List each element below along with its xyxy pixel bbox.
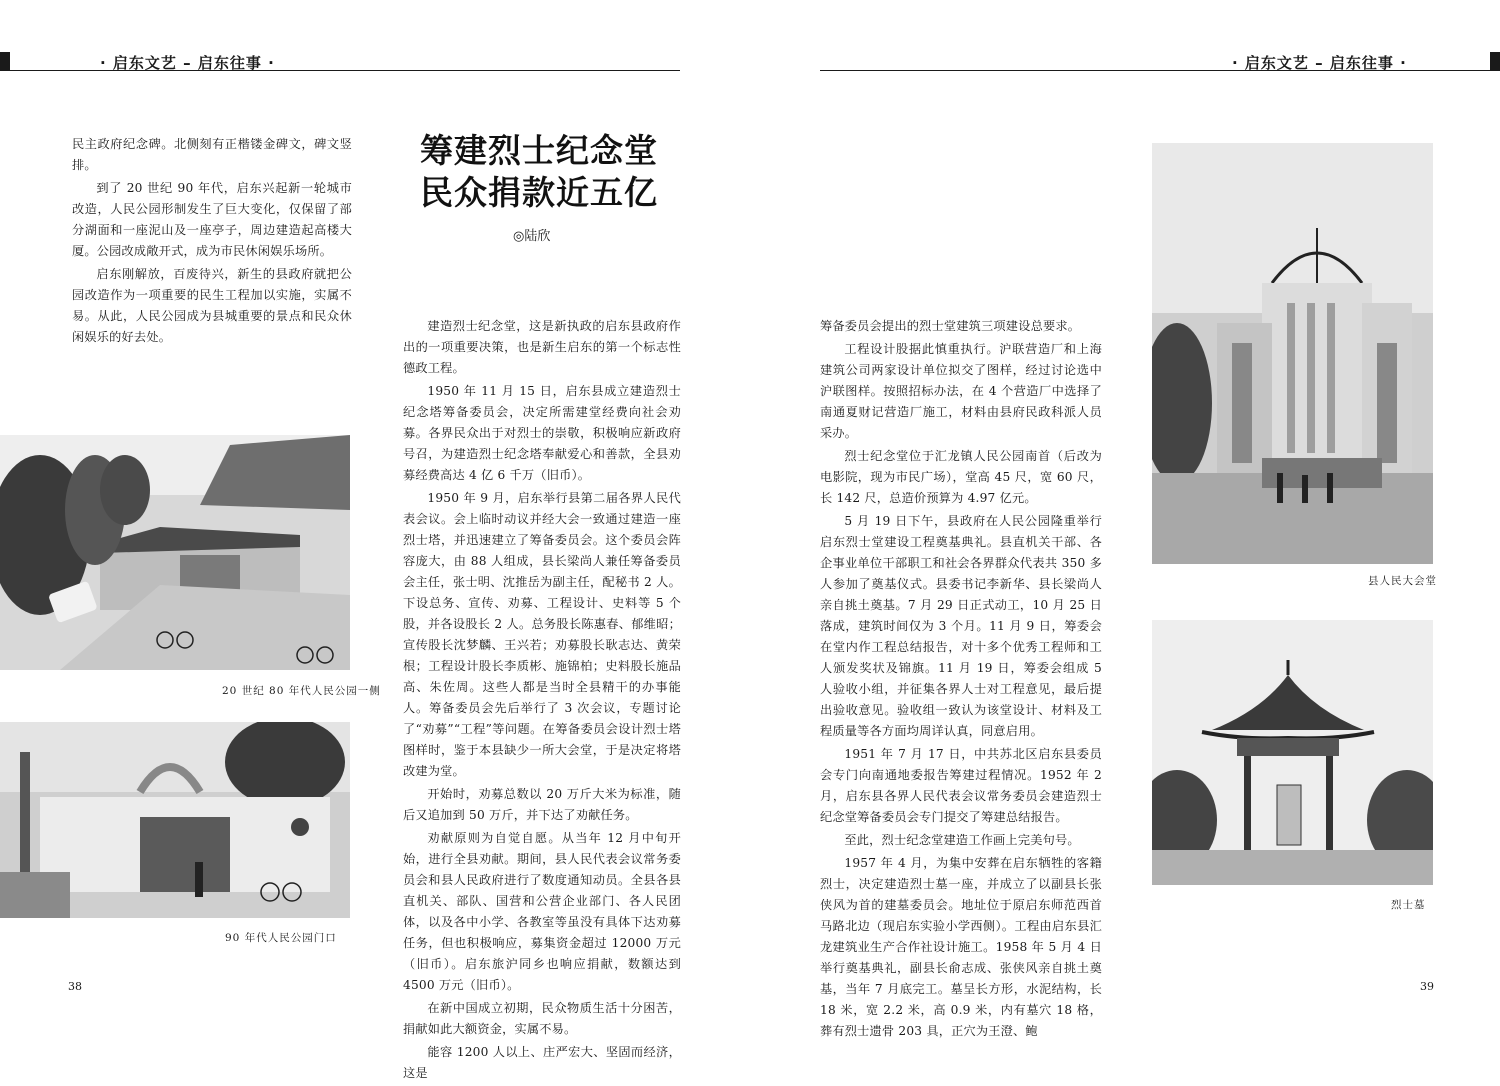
middle-column: [403, 316, 681, 1086]
right-column: [820, 316, 1102, 1044]
author-byline: ◎陆欣: [513, 229, 551, 244]
paragraph: 民主政府纪念碑。北侧刻有正楷镂金碑文，碑文竖排。: [72, 137, 352, 172]
paragraph: 1950 年 11 月 15 日，启东县成立建造烈士纪念塔筹备委员会，决定所需建堂经费向社会劝募。各界民众出于对烈士的崇敬，积极响应新政府号召，为建造烈士纪念塔奉献爱心和善款，全县劝募经费高达 4 亿 6 千万（旧币）。: [403, 384, 681, 482]
left-top-column: [72, 134, 352, 350]
paragraph: 1951 年 7 月 17 日，中共苏北区启东县委员会专门向南通地委报告筹建过程情况。1952 年 2 月，启东县各界人民代表会议常务委员会建造烈士纪念堂筹备委员会专门提交了筹建总结报告。: [820, 747, 1102, 824]
paragraph: 劝献原则为自觉自愿。从当年 12 月中旬开始，进行全县劝献。期间，县人民代表会议常务委员会和县人民政府进行了数度通知动员。全县各县直机关、部队、国营和公营企业部门、各人民团体，以及各中小学、各教室等虽没有具体下达劝募任务，但也积极响应，募集资金超过 12000 万元（旧币）。启东旅沪同乡也响应捐献，数额达到 4500 万元（旧币）。: [403, 831, 681, 992]
photo-park-gate: [0, 722, 350, 918]
caption-photo-auditorium: 县人民大会堂: [1368, 575, 1437, 587]
photo-martyrs-tomb: [1152, 620, 1433, 885]
caption-photo-park-gate: 90 年代人民公园门口: [225, 932, 337, 944]
title-line-2: 民众捐款近五亿: [420, 173, 658, 212]
caption-photo-park-side: 20 世纪 80 年代人民公园一侧: [222, 685, 381, 697]
caption-photo-martyrs-tomb: 烈士墓: [1391, 899, 1426, 911]
paragraph: 到了 20 世纪 90 年代，启东兴起新一轮城市改造，人民公园形制发生了巨大变化，仅保留了部分湖面和一座泥山及一座亭子，周边建造起高楼大厦。公园改成敞开式，成为市民休闲娱乐场所。: [72, 181, 352, 258]
paragraph: 至此，烈士纪念堂建造工作画上完美句号。: [844, 833, 1080, 847]
photo-auditorium: [1152, 143, 1433, 564]
paragraph: 工程设计股据此慎重执行。沪联营造厂和上海建筑公司两家设计单位拟交了图样，经过讨论选中沪联图样。按照招标办法，在 4 个营造厂中选择了南通夏财记营造厂施工，材料由县府民政科派人员采办。: [820, 342, 1102, 440]
header-right: · 启东文艺 – 启东往事 ·: [1232, 54, 1407, 72]
paragraph: 烈士纪念堂位于汇龙镇人民公园南首（后改为电影院，现为市民广场），堂高 45 尺，宽 60 尺，长 142 尺，总造价预算为 4.97 亿元。: [820, 449, 1102, 505]
paragraph: 1957 年 4 月，为集中安葬在启东牺牲的客籍烈士，决定建造烈士墓一座，并成立了以副县长张侠风为首的建墓委员会。地址位于原启东师范西首马路北边（现启东实验小学西侧）。工程由启东县汇龙建筑业生产合作社设计施工。1958 年 5 月 4 日举行奠基典礼，副县长俞志成、张侠风亲自挑土奠基，当年 7 月底完工。墓呈长方形，水泥结构，长 18 米，宽 2.2 米，高 0.9 米，内有墓穴 18 格，葬有烈士遗骨 203 具，正穴为王澄、鲍: [820, 856, 1102, 1038]
paragraph: 启东刚解放，百废待兴，新生的县政府就把公园改造作为一项重要的民生工程加以实施，实属不易。从此，人民公园成为县城重要的景点和民众休闲娱乐的好去处。: [72, 267, 352, 344]
title-line-1: 筹建烈士纪念堂: [420, 131, 658, 170]
page-number-left: 38: [68, 980, 82, 993]
photo-park-side: [0, 435, 350, 670]
paragraph: 5 月 19 日下午，县政府在人民公园隆重举行启东烈士堂建设工程奠基典礼。县直机关干部、各企事业单位干部职工和社会各界群众代表共 350 多人参加了奠基仪式。县委书记李新华、县长梁尚人亲自挑土奠基。7 月 29 日正式动工，10 月 25 日落成，建筑时间仅为 3 个月。11 月 9 日，筹委会在堂内作工程总结报告，对十多个优秀工程师和工人颁发奖状及锦旗。11 月 19 日，筹委会组成 5 人验收小组，并征集各界人士对工程意见，最后提出验收意见。验收组一致认为该堂设计、材料及工程质量等各方面均周详认真，同意启用。: [820, 514, 1102, 738]
article-title: [420, 130, 658, 214]
header-bar-left: [0, 52, 10, 70]
paragraph: 开始时，劝募总数以 20 万斤大米为标准，随后又追加到 50 万斤，并下达了劝献任务。: [403, 787, 681, 822]
page-number-right: 39: [1420, 980, 1434, 993]
header-rule-right: [820, 70, 1500, 71]
header-bar-right: [1490, 52, 1500, 70]
paragraph: 筹备委员会提出的烈士堂建筑三项建设总要求。: [820, 319, 1081, 333]
header-rule-left: [0, 70, 680, 71]
paragraph: 能容 1200 人以上、庄严宏大、坚固而经济，这是: [403, 1045, 681, 1080]
paragraph: 1950 年 9 月，启东举行县第二届各界人民代表会议。会上临时动议并经大会一致通过建造一座烈士塔，并迅速建立了筹备委员会。这个委员会阵容庞大，由 88 人组成，县长梁尚人兼任筹备委员会主任，张士明、沈推岳为副主任，配秘书 2 人。下设总务、宣传、劝募、工程设计、史料等 5 个股，并各设股长 2 人。总务股长陈惠春、郁维昭；宣传股长沈梦麟、王兴若；劝募股长耿志达、黄荣根；工程设计股长李质彬、施锦柏；史料股长施品高、朱佐周。这些人都是当时全县精干的办事能人。筹备委员会先后举行了 3 次会议，专题讨论了“劝募”“工程”等问题。在筹备委员会设计烈士塔图样时，鉴于本县缺少一所大会堂，于是决定将塔改建为堂。: [403, 491, 681, 778]
paragraph: 建造烈士纪念堂，这是新执政的启东县政府作出的一项重要决策，也是新生启东的第一个标志性德政工程。: [403, 319, 681, 375]
paragraph: 在新中国成立初期，民众物质生活十分困苦，捐献如此大额资金，实属不易。: [403, 1001, 681, 1036]
header-left: · 启东文艺 – 启东往事 ·: [100, 54, 275, 72]
